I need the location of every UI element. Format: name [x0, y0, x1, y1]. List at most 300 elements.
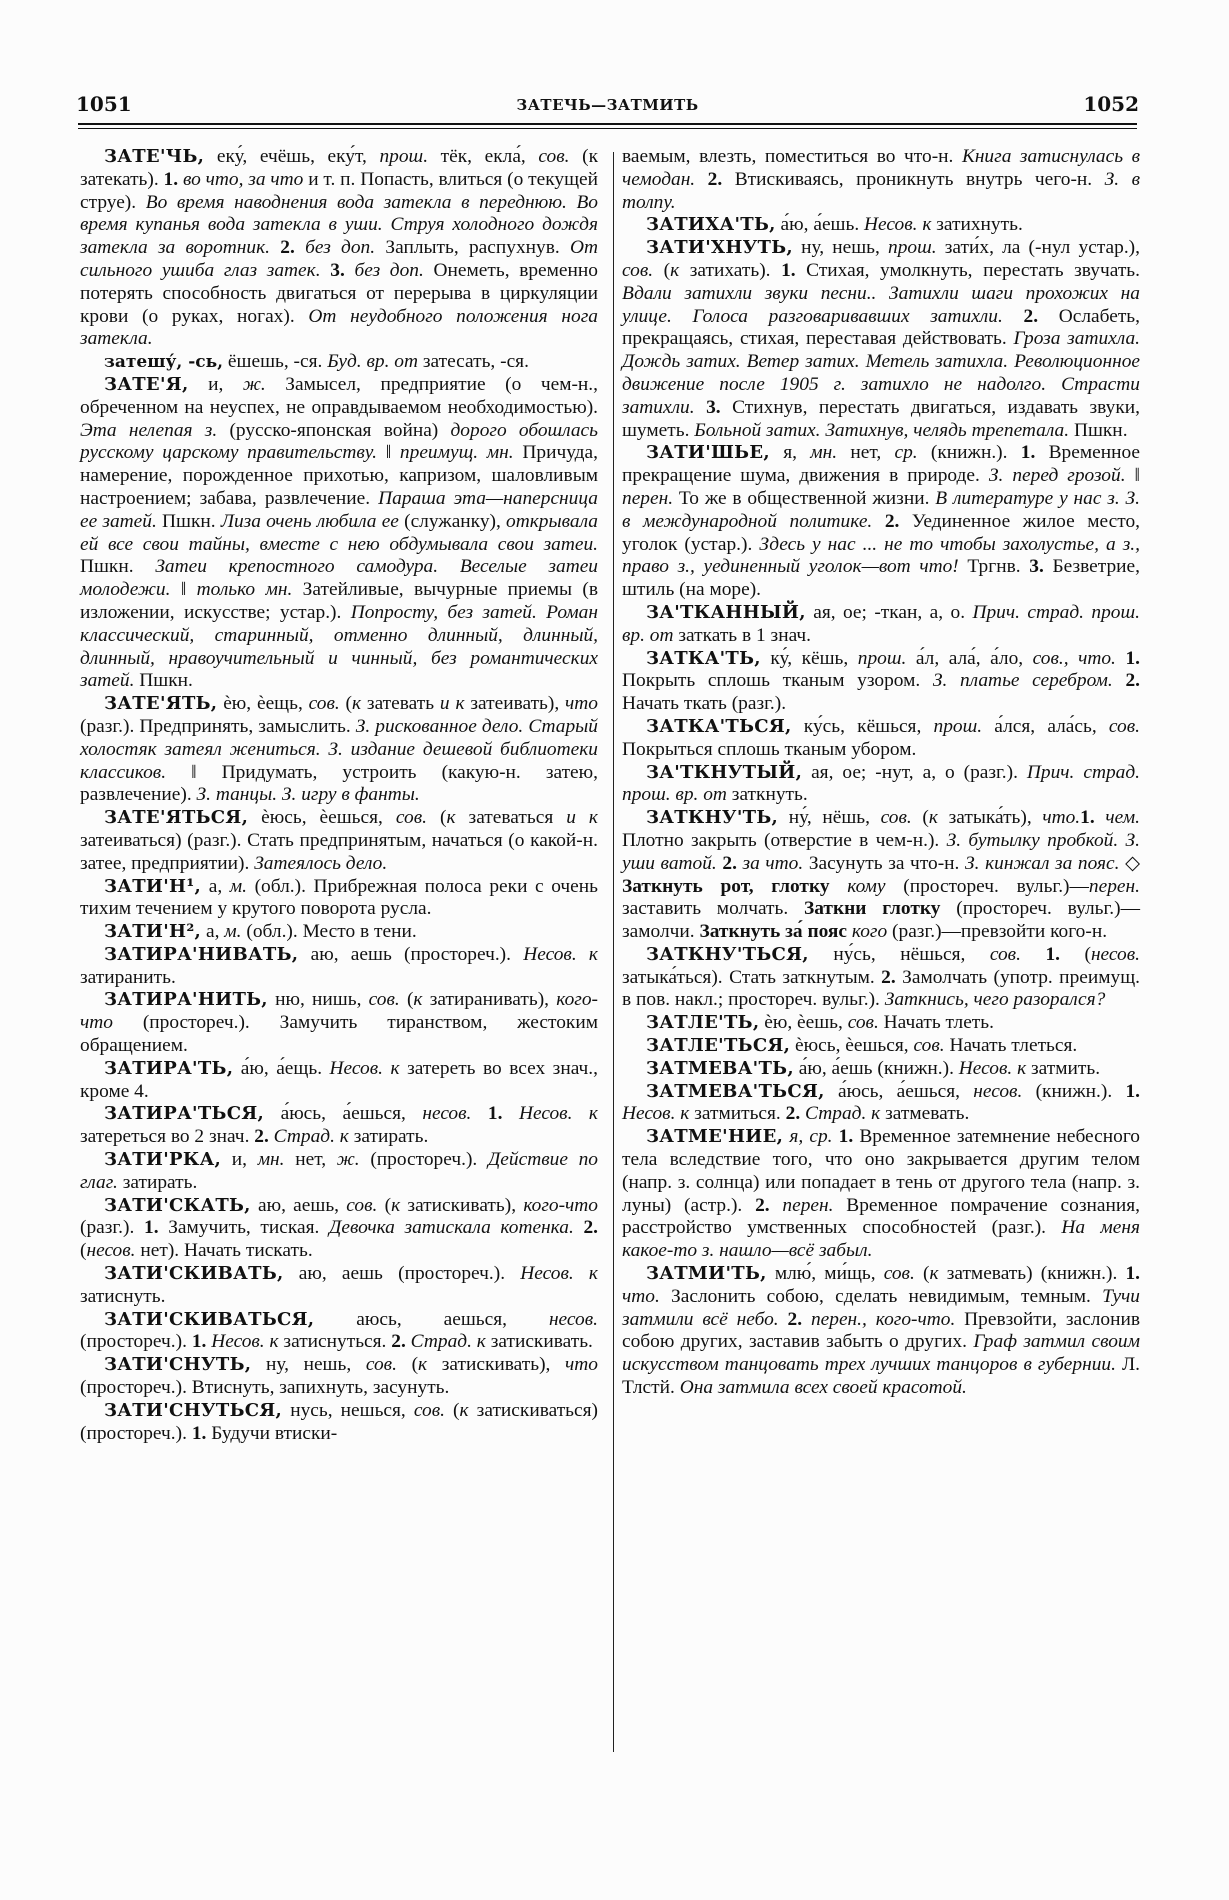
italic-text: перен., кого-что. — [810, 1308, 956, 1330]
italic-text: прош. — [888, 237, 937, 259]
bold-text: 1. — [1080, 807, 1095, 829]
bold-text: 2. — [280, 237, 295, 259]
entry-text: и, — [188, 373, 243, 395]
entry-text: затиснуться. — [278, 1331, 392, 1353]
entry-text: заткать в 1 знач. — [673, 624, 812, 646]
entry-text: затиранить. — [80, 966, 176, 988]
entry-text: Замысел, предприятие (о чем-н., обреченном на неуспех, не оправдываемом необходимостью). — [80, 373, 598, 418]
entry-text: аю, аешь (простореч.). — [298, 943, 524, 965]
entry-headword: ЗАТМЕВА'ТЬ, — [646, 1057, 794, 1079]
entry-headword: ЗАТЛЕ'ТЬ, — [646, 1012, 760, 1034]
italic-text: Прич. страд. прош. вр. от — [622, 761, 1140, 806]
bold-text: 3. — [1029, 556, 1044, 578]
entry-headword: ЗАТЕ'ЯТЬ, — [104, 693, 218, 715]
entry-text: (к затекать). — [80, 146, 598, 190]
italic-text: сов. — [346, 1194, 378, 1216]
entry-headword: ЗАТИ'СКАТЬ, — [104, 1194, 251, 1216]
dictionary-entry — [622, 1126, 1140, 1263]
italic-text: Прич. страд. прош. вр. от — [622, 601, 1140, 646]
entry-text: ( — [653, 259, 671, 281]
bold-text: 1. — [1125, 1080, 1140, 1102]
italic-text: без доп. — [354, 259, 424, 281]
page-number-right: 1052 — [1083, 92, 1139, 116]
italic-text: Больной затих. Затихнув, челядь трепетала. — [694, 419, 1070, 441]
italic-text: сов. — [368, 989, 400, 1011]
entry-text: (книжн.). — [917, 442, 1021, 464]
dictionary-entry — [80, 1400, 598, 1446]
entry-text: Пшкн. — [1069, 419, 1128, 441]
dictionary-entry — [622, 1012, 1140, 1035]
italic-text: сов. — [365, 1354, 397, 1376]
entry-text: Засунуть за что-н. — [803, 852, 966, 874]
italic-text: ж. — [336, 1149, 360, 1171]
entry-text: а́юсь, а́ешься, — [824, 1080, 974, 1102]
entry-text: еку́, ечёшь, еку́т, — [204, 146, 380, 167]
entry-text: а́юсь, а́ешься, — [264, 1103, 423, 1125]
entry-headword: ЗАТИ'Н¹, — [104, 875, 202, 897]
entry-text: Пшкн. — [80, 556, 156, 578]
dictionary-entry — [80, 1103, 598, 1149]
bold-text: 1. — [838, 1126, 854, 1148]
italic-text: В литературе у нас з. З. в международной политике. — [622, 487, 1141, 532]
italic-text: Несов. к — [622, 1103, 690, 1125]
entry-headword: ЗАТИ'ХНУТЬ, — [646, 237, 793, 259]
entry-headword: ЗАТИ'СНУТЬ, — [104, 1354, 252, 1376]
italic-text: только мн. — [196, 579, 293, 601]
entry-text: затевать — [361, 693, 440, 715]
dictionary-entry — [622, 944, 1140, 1012]
bold-text: 2. — [254, 1126, 269, 1148]
italic-text: Буд. вр. от — [327, 351, 418, 373]
entry-text — [1003, 306, 1024, 327]
italic-text: Несов. к — [211, 1331, 279, 1353]
italic-text: мн. — [810, 442, 838, 464]
entry-text — [695, 397, 707, 418]
dictionary-entry — [80, 989, 598, 1057]
italic-text: З. кинжал за пояс. — [965, 852, 1120, 874]
entry-text: Временное прекращение шума, движения в природе. — [622, 442, 1140, 487]
entry-text: Онеметь, временно потерять способность двигаться от перерыва в циркуляции крови (о руках, ногах). — [80, 259, 598, 327]
entry-text: затирать. — [117, 1171, 198, 1193]
entry-text: затесать, -ся. — [417, 351, 529, 373]
italic-text: Книга затиснулась в чемодан. — [622, 146, 1140, 190]
entry-headword: ЗАТКНУ'ТЬ, — [646, 807, 779, 829]
dictionary-entry — [622, 602, 1140, 648]
dictionary-entry — [622, 1081, 1140, 1127]
italic-text: сов. — [395, 807, 427, 829]
entry-text: ( — [399, 989, 414, 1011]
italic-text: к — [391, 1194, 401, 1216]
italic-text: несов. — [1090, 943, 1140, 965]
italic-text: Затеи крепостного самодура. Веселые затеи молодежи. — [80, 556, 599, 601]
dictionary-entry — [622, 1058, 1140, 1081]
dictionary-entry — [80, 374, 598, 693]
entry-text: затихнуть. — [931, 214, 1023, 236]
entry-text: ку́, кёшь, — [760, 647, 858, 669]
bold-text: 2. — [1023, 305, 1039, 327]
entry-text: Начать тлеться. — [944, 1035, 1078, 1057]
entry-text: ну́, нёшь, — [778, 807, 881, 829]
entry-text: (разг.). Предпринять, замыслить. — [80, 715, 356, 737]
bold-text: 1. — [144, 1217, 159, 1239]
entry-headword: ЗАТКА'ТЬСЯ, — [646, 715, 792, 737]
entry-text: Заслонить собою, сделать невидимым, темным. — [659, 1285, 1103, 1307]
running-head — [76, 88, 1139, 118]
entry-headword: ЗАТИ'СНУТЬСЯ, — [104, 1399, 283, 1421]
entry-text: затмиться. — [689, 1103, 786, 1125]
italic-text: сов. — [1108, 715, 1140, 737]
entry-text: Будучи втиски- — [206, 1422, 338, 1444]
dictionary-entry — [80, 921, 598, 944]
bold-text: 2. — [1125, 670, 1140, 692]
entry-text: Пшкн. — [134, 670, 193, 692]
entry-text — [770, 1195, 783, 1216]
italic-text: Несов. к — [958, 1057, 1027, 1079]
bold-text: 1. — [163, 168, 179, 190]
italic-text: сов. — [847, 1012, 879, 1034]
entry-text: а́ю, а́ещь. — [233, 1057, 330, 1079]
bold-text: 2. — [787, 1308, 803, 1330]
italic-text: прош. — [857, 647, 907, 669]
dictionary-entry — [80, 876, 598, 922]
italic-text: Попросту, без затей. Роман классический, старинный, отменно длинный, длинный, длинный, нравоучительный и чинный, без романтических затей. — [80, 601, 598, 692]
italic-text: к — [418, 1354, 428, 1376]
entry-text: затыка́ть), — [937, 807, 1043, 829]
entry-headword: ЗАТИ'СКИВАТЬСЯ, — [104, 1308, 315, 1330]
entry-headword: ЗА'ТКНУТЫЙ, — [646, 761, 803, 783]
italic-text: во что, за что — [182, 168, 304, 190]
entry-text: затмевать) (книжн.). — [938, 1263, 1126, 1285]
italic-text: кого-что — [80, 989, 598, 1034]
entry-text: затеваться — [455, 807, 567, 829]
bold-text: 2. — [722, 852, 737, 874]
italic-text: к — [670, 259, 680, 281]
entry-text: затереться во 2 знач. — [80, 1126, 255, 1148]
entry-text: Заплыть, распухнув. — [375, 237, 570, 259]
entry-text: ◇ — [1119, 852, 1141, 874]
dictionary-entry — [622, 648, 1140, 716]
entry-headword: ЗАТИРА'ТЬСЯ, — [104, 1103, 265, 1125]
bold-text: 2. — [785, 1103, 801, 1125]
italic-text: дорого обошлась русскому царскому правительству. — [80, 419, 598, 464]
italic-text: к — [352, 693, 362, 715]
right-column — [622, 146, 1140, 1400]
entry-text: (простореч.). — [359, 1149, 488, 1171]
page-number-left: 1051 — [76, 92, 132, 116]
italic-text: З. перед грозой. — [988, 465, 1126, 487]
entry-text: Начать тлеть. — [878, 1012, 994, 1034]
italic-text: Несов. к — [864, 214, 932, 236]
entry-text: ( — [396, 1354, 419, 1376]
entry-text: ваемым, влезть, поместиться во что-н. — [622, 146, 962, 167]
entry-text: ѐю, ѐещь, — [217, 693, 309, 715]
entry-text: ( — [444, 1399, 460, 1421]
entry-text — [1095, 807, 1106, 828]
bold-text: 1. — [1125, 1263, 1141, 1285]
entry-text — [295, 237, 305, 258]
italic-text: З. платье серебром. — [932, 670, 1113, 692]
italic-text: Во время наводнения вода затекла в переднюю. Во время купанья вода затекла в уши. Струя холодного дождя затекла за воротник. — [80, 191, 598, 259]
entry-headword: ЗАТИРА'НИВАТЬ, — [104, 943, 299, 965]
entry-text: ( — [339, 693, 353, 715]
entry-text: затереть во всех знач., кроме 4. — [80, 1057, 598, 1102]
entry-text: Замолчать (употр. преимущ. в пов. накл.; простореч. вульг.). — [622, 966, 1140, 1011]
entry-text: (разг.). — [80, 1217, 144, 1239]
entry-text: Затейливые, вычурные приемы (в изложении, искусстве; устар.). — [80, 579, 598, 623]
entry-text: затискиваться) (простореч.). — [80, 1399, 599, 1444]
italic-text: Страд. к — [273, 1126, 349, 1148]
entry-text: (простореч. вульг.)— — [885, 875, 1089, 897]
italic-text: Страд. к — [410, 1331, 486, 1353]
entry-text: Превзойти, заслонив собою других, заставив забыть о других. — [622, 1308, 1140, 1353]
italic-text: перен. — [1088, 875, 1140, 897]
italic-text: к — [459, 1399, 469, 1421]
entry-text: ‖ — [1125, 465, 1141, 487]
dictionary-entry — [80, 944, 598, 990]
italic-text: Заткнись, чего разорался? — [884, 989, 1106, 1011]
italic-text: Здесь у нас ... не то чтобы захолустье, а з., право з., уединенный уголок—вот что! — [622, 533, 1140, 578]
italic-text: Вдали затихли звуки песни.. Затихли шаги прохожих на улице. Голоса разговаривавших затихли. — [622, 282, 1140, 327]
bold-text: 1. — [191, 1422, 207, 1444]
entry-headword: ЗАТИХА'ТЬ, — [646, 214, 776, 236]
entry-text — [872, 511, 885, 532]
italic-text: к — [446, 807, 456, 829]
italic-text: сов. — [913, 1035, 945, 1057]
italic-text: Девочка затискала котенка. — [329, 1217, 574, 1239]
italic-text: несов. — [86, 1240, 136, 1262]
entry-text: Стихнув, перестать двигаться, издавать звуки, шуметь. — [622, 396, 1140, 441]
bold-text: Заткнуть за́ пояс — [699, 921, 848, 943]
dictionary-entry — [80, 693, 598, 807]
entry-headword: ЗА'ТКАННЫЙ, — [646, 601, 806, 623]
bold-text: 3. — [706, 396, 721, 418]
entry-text: ну, нешь, — [792, 237, 889, 259]
italic-text: З. танцы. З. игру в фанты. — [196, 784, 420, 806]
entry-headword: ЗАТЕ'ЧЬ, — [104, 146, 205, 167]
dictionary-entry — [80, 351, 598, 374]
entry-text: ну́сь, нёшься, — [808, 943, 990, 965]
entry-text: ёшешь, -ся. — [223, 351, 328, 373]
entry-text: а́ю, а́ешь (книжн.). — [793, 1057, 959, 1079]
entry-headword: ЗАТЕ'ЯТЬСЯ, — [104, 807, 249, 829]
italic-text: к — [413, 989, 423, 1011]
bold-text: 2. — [583, 1217, 599, 1239]
entry-text: Пшкн. — [156, 510, 221, 532]
entry-text: ( — [427, 807, 447, 829]
entry-text: Покрыться сплошь тканым убором. — [622, 738, 917, 760]
entry-text: ( — [1059, 943, 1091, 965]
dictionary-entry — [622, 1035, 1140, 1058]
entry-text: ая, ое; -ткан, а, о. — [805, 601, 973, 623]
entry-text — [471, 1103, 488, 1124]
entry-text: Стихая, умолкнуть, перестать звучать. — [795, 259, 1140, 281]
italic-text: Тучи затмили всё небо. — [622, 1285, 1140, 1330]
entry-text: затихать). — [679, 259, 782, 281]
entry-headword: ЗАТКА'ТЬ, — [646, 647, 761, 669]
italic-text: ср. — [894, 442, 918, 464]
italic-text: несов. — [973, 1080, 1023, 1102]
entry-text: а́ю, а́ешь. — [775, 214, 865, 236]
entry-headword: ЗАТЕ'Я, — [104, 373, 189, 395]
entry-text: (простореч.). — [80, 1331, 192, 1353]
entry-text — [695, 169, 708, 190]
entry-text: а, — [201, 875, 230, 897]
italic-text: перен. — [782, 1194, 834, 1216]
entry-text: затиснуть. — [80, 1285, 166, 1307]
entry-headword: ЗАТИРА'НИТЬ, — [104, 989, 268, 1011]
entry-headword: ЗАТМЕ'НИЕ, — [646, 1126, 784, 1148]
italic-text: ж. — [242, 373, 266, 395]
italic-text: что — [565, 1354, 598, 1376]
entry-text: Втискиваясь, проникнуть внутрь чего-н. — [722, 168, 1105, 190]
italic-text: что. — [1042, 807, 1081, 829]
entry-text: (простореч.). Замучить тиранством, жестоким обращением. — [80, 1012, 598, 1057]
italic-text: к — [928, 807, 938, 829]
entry-text: затиранивать), — [422, 989, 557, 1011]
entry-headword: затешу́, -сь, — [104, 352, 224, 373]
italic-text: Действие по глаг. — [80, 1149, 598, 1193]
entry-text: млю́, ми́щь, — [766, 1263, 884, 1285]
entry-headword: ЗАТЛЕ'ТЬСЯ, — [646, 1035, 791, 1057]
entry-text: Тргнв. — [958, 556, 1030, 578]
header-rule-thin — [78, 128, 1137, 129]
italic-text: Затеялось дело. — [254, 852, 388, 874]
entry-text: ку́сь, кёшься, — [791, 715, 934, 737]
italic-text: Гроза затихла. Дождь затих. Ветер затих. Метель затихла. Революционное движение после 1905 г. затихло не надолго. Страсти затихли. — [622, 328, 1140, 418]
italic-text: м. — [224, 921, 242, 943]
bold-text: 2. — [884, 510, 900, 532]
italic-text: Эта нелепая з. — [80, 419, 218, 441]
italic-text: м. — [229, 875, 247, 897]
entry-text: заставить молчать. — [622, 898, 804, 920]
italic-text: На меня какое-то з. нашло—всё забыл. — [622, 1217, 1140, 1262]
entry-text: (разг.)—превзойти кого-н. — [887, 921, 1108, 943]
entry-text: Замучить, тиская. — [158, 1217, 330, 1239]
dictionary-entry — [80, 146, 598, 351]
entry-headword: ЗАТИ'Н², — [104, 921, 202, 943]
column-divider — [613, 152, 614, 1752]
italic-text: без доп. — [305, 237, 376, 259]
entry-text: (простореч.). Втиснуть, запихнуть, засунуть. — [80, 1377, 450, 1399]
italic-text: сов. — [538, 146, 570, 167]
entry-text: ‖ — [377, 442, 400, 464]
entry-text — [270, 237, 280, 258]
entry-text: нет, — [284, 1149, 337, 1171]
bold-text: 1. — [1020, 442, 1036, 464]
bold-text: Заткнуть рот, глотку — [622, 875, 830, 897]
entry-text: Начать ткать (разг.). — [622, 693, 787, 715]
italic-text: сов. — [883, 1263, 915, 1285]
entry-text: затирать. — [348, 1126, 429, 1148]
entry-headword: ЗАТИ'РКА, — [104, 1149, 222, 1171]
italic-text: З. рискованное дело. Старый холостяк затеял жениться. З. издание дешевой библиотеки классиков. — [80, 715, 598, 783]
entry-text — [1113, 670, 1126, 691]
italic-text: сов. — [622, 259, 654, 281]
bold-text: 1. — [1045, 943, 1060, 965]
bold-text: Заткни глотку — [803, 898, 941, 920]
italic-text: прош. — [379, 146, 429, 167]
entry-text: ѐюсь, ѐешься, — [790, 1035, 914, 1057]
bold-text: 1. — [781, 259, 796, 281]
entry-text: зати́х, ла (-нул устар.), — [936, 237, 1140, 259]
entry-text: ѐю, ѐешь, — [759, 1012, 848, 1034]
entry-text: (русско-японская война) — [217, 419, 451, 441]
italic-text: и к — [566, 807, 598, 829]
entry-text: затеиваться) (разг.). Стать предпринятым, начаться (о какой-н. затее, предприятии). — [80, 829, 598, 874]
dictionary-entry — [622, 716, 1140, 762]
page-guide-words: ЗАТЕЧЬ—ЗАТМИТЬ — [516, 96, 699, 114]
dictionary-entry — [622, 762, 1140, 808]
entry-text — [321, 260, 331, 281]
dictionary-entry — [622, 807, 1140, 944]
bold-text: 2. — [391, 1331, 406, 1353]
italic-text: несов. — [548, 1308, 598, 1330]
entry-continuation — [622, 146, 1140, 214]
dictionary-entry — [80, 1354, 598, 1400]
entry-text — [802, 1309, 811, 1330]
entry-headword: ЗАТКНУ'ТЬСЯ, — [646, 943, 809, 965]
entry-text: аюсь, аешься, — [314, 1308, 549, 1330]
entry-text — [1021, 944, 1046, 965]
italic-text: преимущ. мн. — [399, 442, 514, 464]
entry-text: а́лся, ала́сь, — [982, 715, 1109, 737]
italic-text: З. бутылку пробкой. З. уши ватой. — [622, 829, 1140, 874]
entry-text: Л. Тлстй. — [622, 1354, 1140, 1399]
italic-text: сов. — [308, 693, 340, 715]
italic-text: Лиза очень любила ее — [220, 510, 399, 532]
entry-text: ну, нешь, — [251, 1354, 366, 1376]
entry-text: ( — [377, 1194, 392, 1216]
italic-text: и к — [439, 693, 465, 715]
italic-text: Несов. к — [518, 1103, 598, 1125]
bold-text: 2. — [755, 1194, 770, 1216]
entry-text: затмить. — [1026, 1057, 1101, 1079]
entry-text: (обл.). Место в тени. — [241, 921, 417, 943]
italic-text: несов. — [422, 1103, 472, 1125]
entry-text: ( — [80, 1240, 87, 1262]
entry-text: затыка́ться). Стать заткнутым. — [622, 966, 882, 988]
entry-text — [502, 1103, 519, 1124]
italic-text: Страд. к — [805, 1103, 881, 1125]
entry-text: а, — [201, 921, 225, 943]
entry-text: Покрыть сплошь тканым узором. — [622, 670, 933, 692]
entry-text: аю, аешь, — [250, 1194, 347, 1216]
entry-text: затеивать), — [464, 693, 566, 715]
entry-text: тёк, екла́, — [428, 146, 539, 167]
entry-text: ( — [911, 807, 929, 829]
italic-text: к — [929, 1263, 939, 1285]
italic-text: я, ср. — [789, 1126, 833, 1148]
dictionary-entry — [622, 1263, 1140, 1400]
entry-text: Ослабеть, прекращаясь, стихая, переставая действовать. — [622, 305, 1140, 350]
italic-text: Несов. к — [523, 943, 598, 965]
entry-text: ‖ — [170, 579, 197, 601]
dictionary-entry — [80, 807, 598, 875]
entry-text: я, — [769, 442, 811, 464]
entry-text: затискивать), — [400, 1194, 524, 1216]
entry-text: Временное затемнение небесного тела вследствие того, что оно закрывается другим телом (напр. з. солнца) или попадает в тень от другого тела (напр. з. луны) (астр.). — [622, 1126, 1140, 1216]
entry-text: (обл.). Прибрежная полоса реки с очень тихим течением у крутого поворота русла. — [80, 875, 598, 920]
entry-text: заткнуть. — [726, 784, 808, 806]
italic-text: перен. — [622, 487, 674, 509]
italic-text: чем. — [1105, 807, 1140, 829]
entry-text: нет, — [837, 442, 895, 464]
entry-headword: ЗАТИРА'ТЬ, — [104, 1057, 234, 1079]
italic-text: сов. — [880, 807, 912, 829]
bold-text: 2. — [881, 966, 896, 988]
entry-text: Временное помрачение сознания, расстройство умственных способностей (разг.). — [622, 1194, 1140, 1239]
bold-text: 1. — [191, 1331, 207, 1353]
